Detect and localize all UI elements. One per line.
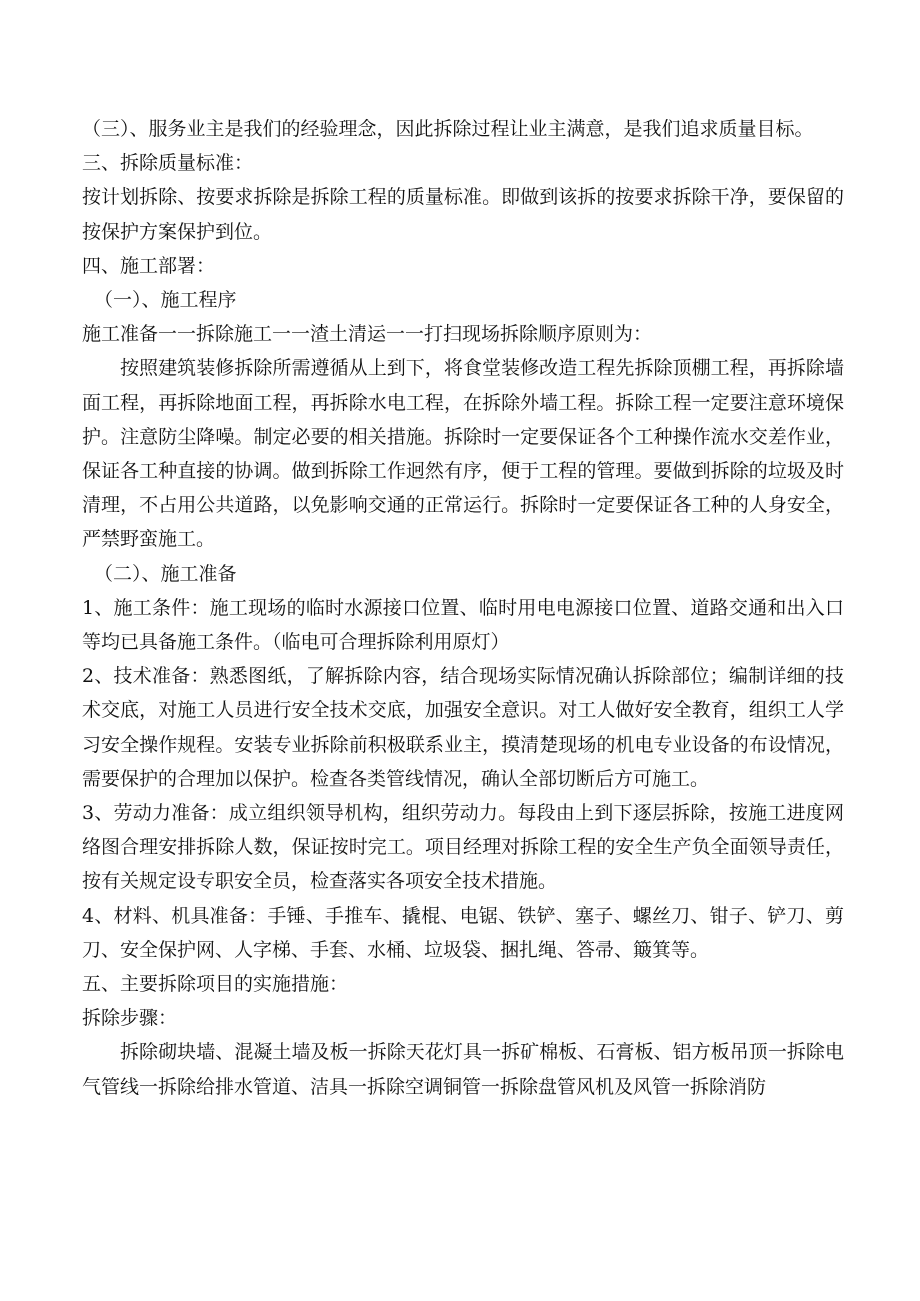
paragraph-technical-preparation: 2、技术准备：熟悉图纸，了解拆除内容，结合现场实际情况确认拆除部位；编制详细的技术交底，对施工人员进行安全技术交底，加强安全意识。对工人做好安全教育，组织工人学习安全操作规程。安装专业拆除前积极联系业主，摸清楚现场的机电专业设备的布设情况，需要保护的合理加以保护。检查各类管线情况，确认全部切断后方可施工。 xyxy=(82,665,844,790)
document-body xyxy=(82,112,844,1104)
paragraph-service-concept: （三）、服务业主是我们的经验理念，因此拆除过程让业主满意，是我们追求质量目标。 xyxy=(82,118,814,140)
heading-implementation-measures: 五、主要拆除项目的实施措施： xyxy=(82,973,349,996)
paragraph-site-conditions: 1、施工条件：施工现场的临时水源接口位置、临时用电电源接口位置、道路交通和出入口等均已具备施工条件。（临电可合理拆除利用原灯） xyxy=(82,596,844,654)
heading-quality-standard: 三、拆除质量标准： xyxy=(82,152,254,175)
heading-demolition-steps: 拆除步骤： xyxy=(82,1007,178,1030)
subheading-construction-preparation: （二）、施工准备 xyxy=(94,562,237,585)
paragraph-demolition-steps: 拆除砌块墙、混凝土墙及板一拆除天花灯具一拆矿棉板、石膏板、铝方板吊顶一拆除电气管线一拆除给排水管道、洁具一拆除空调铜管一拆除盘管风机及风管一拆除消防 xyxy=(82,1041,844,1098)
paragraph-labor-preparation: 3、劳动力准备：成立组织领导机构，组织劳动力。每段由上到下逐层拆除，按施工进度网络图合理安排拆除人数，保证按时完工。项目经理对拆除工程的安全生产负全面领导责任，按有关规定设专职安全员，检查落实各项安全技术措施。 xyxy=(82,802,844,893)
paragraph-procedure-sequence: 施工准备一一拆除施工一一渣土清运一一打扫现场拆除顺序原则为： xyxy=(82,323,653,346)
paragraph-materials-tools: 4、材料、机具准备：手锤、手推车、撬棍、电锯、铁铲、塞子、螺丝刀、钳子、铲刀、剪刀、安全保护网、人字梯、手套、水桶、垃圾袋、捆扎绳、答帚、簸箕等。 xyxy=(82,904,844,961)
heading-construction-deployment: 四、施工部署： xyxy=(82,254,216,277)
paragraph-quality-standard: 按计划拆除、按要求拆除是拆除工程的质量标准。即做到该拆的按要求拆除干净，要保留的按保护方案保护到位。 xyxy=(82,186,844,243)
subheading-construction-procedure: （一）、施工程序 xyxy=(94,289,237,312)
paragraph-demolition-order: 按照建筑装修拆除所需遵循从上到下，将食堂装修改造工程先拆除顶棚工程，再拆除墙面工程，再拆除地面工程，再拆除水电工程，在拆除外墙工程。拆除工程一定要注意环境保护。注意防尘降噪。制定必要的相关措施。拆除时一定要保证各个工种操作流水交差作业，保证各工种直接的协调。做到拆除工作迥然有序，便于工程的管理。要做到拆除的垃圾及时清理，不占用公共道路，以免影响交通的正常运行。拆除时一定要保证各工种的人身安全，严禁野蛮施工。 xyxy=(82,357,844,551)
